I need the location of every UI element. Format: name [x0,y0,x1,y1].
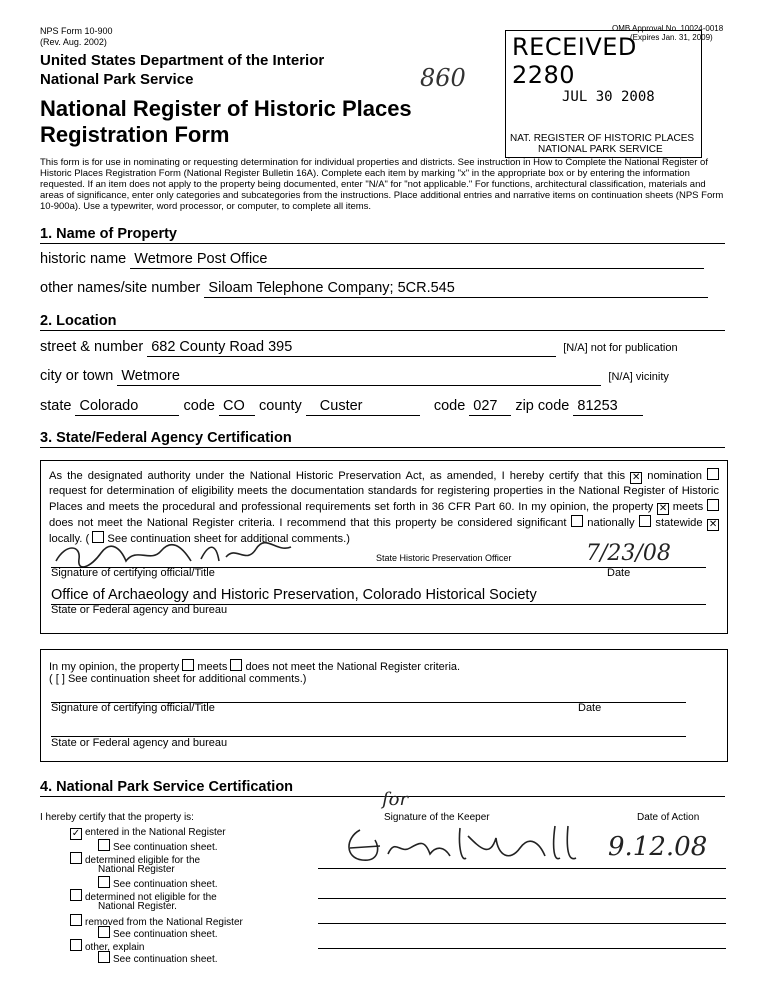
state-certification-box [40,460,728,634]
historic-name-row [40,250,704,269]
historic-name-label: historic name [40,251,127,267]
keeper-option-checkbox[interactable] [98,876,110,888]
date2-label: Date [578,702,602,714]
locally-label: locally. ( [49,532,90,545]
city-label: city or town [40,368,114,384]
meets-checkbox[interactable]: ✕ [658,502,668,514]
keeper-option-checkbox[interactable] [70,914,82,926]
meets-label: meets [672,500,704,513]
county-label: county [259,398,302,414]
keeper-option [98,951,218,966]
opinion-meets-label: meets [197,661,228,673]
keeper-option [98,901,177,913]
zip-field[interactable]: 81253 [573,397,643,416]
form-title-line2: Registration Form [40,122,230,147]
department-name: United States Department of the Interior [40,52,325,69]
opinion-box [40,649,728,762]
omb-expiration: (Expires Jan. 31, 2009) [630,33,713,42]
statewide-checkbox[interactable] [639,515,651,527]
keeper-option-label: See continuation sheet. [113,929,218,940]
opinion-text-a: In my opinion, the property [49,661,180,673]
keeper-option-label: See continuation sheet. [113,879,218,890]
nationally-checkbox[interactable] [571,515,583,527]
signed-date: 7/23/08 [586,541,671,566]
handwritten-for: for [382,789,409,810]
certification-text [49,468,719,546]
stamp-received: RECEIVED 2280 [512,33,637,89]
keeper-option-checkbox[interactable] [70,852,82,864]
keeper-option-label: National Register. [98,901,177,912]
not-for-publication: [N/A] not for publication [563,342,678,354]
certify-label: I hereby certify that the property is: [40,812,194,823]
statewide-label: statewide [655,516,703,529]
shpo-title: State Historic Preservation Officer [376,553,512,563]
form-revision: (Rev. Aug. 2002) [40,37,107,47]
keeper-option-label: determined eligible for the [85,855,201,866]
keeper-option-checkbox[interactable] [98,926,110,938]
street-row [40,338,678,357]
keeper-line-4 [318,948,726,949]
instructions-paragraph: This form is for use in nominating or requesting determination for individual properties and districts. See instruction in How to Complete the National Register of Historic Places Registration Form (National Register Bulletin 16A). Complete each item by marking "x" in the appropriate box or by entering the information requested. If an item does not apply to the property being documented, enter "N/A" for "not applicable." For functions, architectural classification, materials and areas of significance, enter only categories and subcategories from the instructions. Place additional entries and narrative items on continuation sheets (NPS Form 10-900a). Use a typewriter, word processor, or computer, to complete all items. [40,157,724,212]
service-name: National Park Service [40,71,194,88]
date-of-action-label: Date of Action [637,812,700,823]
stamp-line2: NATIONAL PARK SERVICE [538,144,663,155]
keeper-option-label: determined not eligible for the [85,892,217,903]
street-field[interactable]: 682 County Road 395 [147,338,556,357]
zip-label: zip code [515,398,570,414]
keeper-option [98,864,175,876]
cert-text-a: As the designated authority under the National Historic Preservation Act, as amended, I hereby certify that this [49,470,626,482]
keeper-option-label: entered in the National Register [85,827,226,838]
signature2-label: Signature of certifying official/Title [51,702,215,714]
keeper-option-label: See continuation sheet. [113,954,218,965]
state-label: state [40,398,72,414]
nomination-label: nomination [647,470,702,482]
opinion-meets-checkbox[interactable] [182,659,194,671]
keeper-line-3 [318,923,726,924]
keeper-option-checkbox[interactable] [98,951,110,963]
nomination-checkbox[interactable]: ✕ [631,472,641,483]
agency-label: State or Federal agency and bureau [51,604,228,616]
does-not-meet-checkbox[interactable] [707,499,719,511]
section-2-heading: 2. Location [40,312,725,331]
section-3-heading: 3. State/Federal Agency Certification [40,429,725,448]
keeper-option-checkbox[interactable]: ✓ [71,828,81,839]
keeper-option-label: See continuation sheet. [113,842,218,853]
other-names-row [40,279,708,298]
agency-value: Office of Archaeology and Historic Preservation, Colorado Historical Society [51,587,537,603]
keeper-label: Signature of the Keeper [384,812,490,823]
state-code-label: code [183,398,215,414]
county-field[interactable]: Custer [306,397,420,416]
nationally-label: nationally [587,516,635,529]
request-checkbox[interactable] [707,468,719,480]
keeper-option-label: other, explain [85,942,145,953]
city-row [40,367,669,386]
cert-text-i: See continuation sheet for additional comments.) [107,532,350,545]
county-code-label: code [433,398,466,414]
cert-text-c: request for determination of eligibility meets the documentation standards for registering properties in the National Register of Historic Places and meets the procedural and professional requirements set forth in 36 CFR Part 60. In my opinion, the property [49,485,719,513]
opinion-text [49,659,460,674]
agency2-label: State or Federal agency and bureau [51,737,228,749]
locally-checkbox[interactable]: ✕ [708,518,718,530]
stamp-line1: NAT. REGISTER OF HISTORIC PLACES [510,133,695,144]
form-title-line1: National Register of Historic Places [40,96,412,121]
cert-text-e: does not meet the National Register criteria. I recommend that this property be considered significant [49,516,567,529]
keeper-date: 9.12.08 [608,832,708,862]
vicinity: [N/A] vicinity [608,371,669,383]
opinion-text-c: does not meet the National Register criteria. [245,661,461,673]
keeper-option-checkbox[interactable] [98,839,110,851]
county-code-field[interactable]: 027 [469,397,511,416]
handwritten-number: 860 [420,64,466,92]
keeper-option-label: removed from the National Register [85,917,243,928]
keeper-signature [340,818,610,878]
other-names-label: other names/site number [40,280,201,296]
signature-label: Signature of certifying official/Title [51,567,215,579]
form-number: NPS Form 10-900 [40,26,113,36]
date-label: Date [607,567,631,579]
opinion-continuation: ( [ ] See continuation sheet for additional comments.) [49,673,307,685]
keeper-line-2 [318,898,726,899]
street-label: street & number [40,339,144,355]
received-stamp [505,30,702,158]
stamp-date: JUL 30 2008 [562,89,655,105]
section-1-heading: 1. Name of Property [40,225,725,244]
other-names-field[interactable]: Siloam Telephone Company; 5CR.545 [204,279,708,298]
state-row [40,397,643,416]
city-field[interactable]: Wetmore [117,367,601,386]
historic-name-field[interactable]: Wetmore Post Office [130,250,704,269]
keeper-option-checkbox[interactable] [70,939,82,951]
keeper-line-1 [318,868,726,869]
state-field[interactable]: Colorado [75,397,179,416]
opinion-does-not-meet-checkbox[interactable] [230,659,242,671]
keeper-option-checkbox[interactable] [70,889,82,901]
section-4-heading: 4. National Park Service Certification [40,778,725,797]
state-code-field[interactable]: CO [219,397,255,416]
keeper-option-label: National Register [98,864,175,875]
omb-approval: OMB Approval No. 10024-0018 [612,24,724,33]
